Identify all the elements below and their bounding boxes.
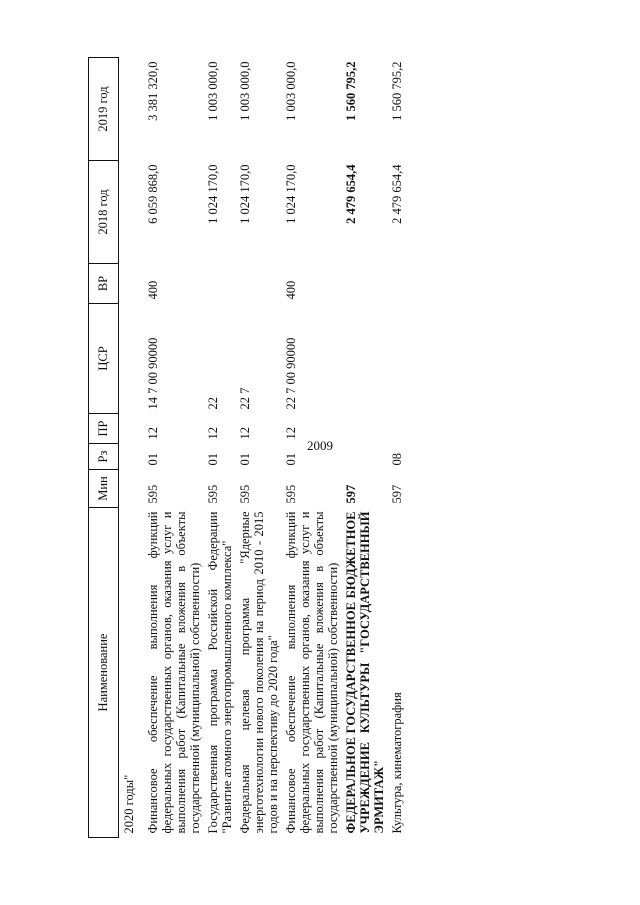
header-name: Наименование — [89, 508, 119, 838]
header-min: Мин — [89, 470, 119, 508]
row-name: Финансовое обеспечение выполнения функций федеральных государственных органов, оказания услуг и выполнения работ (Капитальные вложения в объекты государственной (муниципальной) собственности) — [284, 511, 340, 834]
row-2019: 1 003 000,0 — [238, 61, 252, 121]
row-2019 — [119, 58, 145, 161]
row-2019: 1 560 795,2 — [344, 61, 358, 121]
row-2018: 2 479 654,4 — [344, 164, 358, 224]
header-csr: ЦСР — [89, 304, 119, 414]
row-rz — [119, 444, 145, 470]
table-header-row — [89, 58, 119, 838]
row-vr: 400 — [146, 280, 160, 300]
row-rz: 01 — [238, 453, 252, 466]
row-csr: 14 7 00 90000 — [146, 337, 160, 410]
row-rz: 08 — [390, 453, 404, 466]
row-2018: 1 024 170,0 — [206, 164, 220, 224]
row-rz: 01 — [284, 453, 298, 466]
header-2019: 2019 год — [89, 58, 119, 161]
row-2019: 1 560 795,2 — [390, 61, 404, 121]
row-name: Культура, кинематография — [390, 692, 404, 834]
table-row — [342, 58, 388, 838]
header-rz: Рз — [89, 444, 119, 470]
row-name: Финансовое обеспечение выполнения функций федеральных государственных органов, оказания услуг и выполнения работ (Капитальные вложения в объекты государственной (муниципальной) собственности) — [146, 511, 202, 834]
row-csr — [119, 304, 145, 414]
row-2018: 1 024 170,0 — [284, 164, 298, 224]
budget-table — [88, 57, 406, 838]
row-pr: 12 — [238, 427, 252, 440]
row-name: Федеральная целевая программа "Ядерные энерготехнологии нового поколения на период 2010 - 2015 годов и на перспективу до 2020 года" — [238, 511, 280, 834]
table-row — [282, 58, 342, 838]
row-rz: 01 — [206, 453, 220, 466]
row-pr — [342, 414, 388, 444]
rotated-table-wrapper — [88, 58, 575, 838]
table-row — [119, 58, 145, 838]
row-csr: 22 7 — [238, 387, 252, 410]
row-csr: 22 7 00 90000 — [284, 337, 298, 410]
row-vr — [204, 264, 236, 304]
row-vr — [236, 264, 282, 304]
row-name: 2020 годы" — [122, 774, 136, 834]
table-row — [388, 58, 406, 838]
header-2018: 2018 год — [89, 161, 119, 264]
row-name: ФЕДЕРАЛЬНОЕ ГОСУДАРСТВЕННОЕ БЮДЖЕТНОЕ УЧРЕЖДЕНИЕ КУЛЬТУРЫ "ГОСУДАРСТВЕННЫЙ ЭРМИТАЖ" — [344, 511, 386, 834]
row-min: 597 — [390, 484, 404, 504]
row-min: 595 — [284, 484, 298, 504]
page-number: 2009 — [307, 438, 333, 453]
table-row — [236, 58, 282, 838]
row-2018: 1 024 170,0 — [238, 164, 252, 224]
row-csr — [342, 304, 388, 414]
row-pr — [119, 414, 145, 444]
row-csr: 22 — [206, 397, 220, 410]
row-vr — [342, 264, 388, 304]
row-pr: 12 — [206, 427, 220, 440]
row-2019: 3 381 320,0 — [146, 61, 160, 121]
row-2018: 6 059 868,0 — [146, 164, 160, 224]
header-pr: ПР — [89, 414, 119, 444]
table-row — [144, 58, 204, 838]
row-vr — [119, 264, 145, 304]
row-2019: 1 003 000,0 — [206, 61, 220, 121]
row-2018 — [119, 161, 145, 264]
row-vr: 400 — [284, 280, 298, 300]
row-2019: 1 003 000,0 — [284, 61, 298, 121]
row-2018: 2 479 654,4 — [390, 164, 404, 224]
row-name: Государственная программа Российской Федерации "Развитие атомного энергопромышленного комплекса" — [206, 511, 234, 834]
row-rz: 01 — [146, 453, 160, 466]
row-pr — [388, 414, 406, 444]
row-pr: 12 — [146, 427, 160, 440]
row-rz — [342, 444, 388, 470]
header-vr: ВР — [89, 264, 119, 304]
row-pr: 12 — [284, 427, 298, 440]
row-vr — [388, 264, 406, 304]
row-min: 595 — [238, 484, 252, 504]
row-min: 595 — [206, 484, 220, 504]
table-row — [204, 58, 236, 838]
row-min: 595 — [146, 484, 160, 504]
row-min — [119, 470, 145, 508]
row-csr — [388, 304, 406, 414]
row-min: 597 — [344, 484, 358, 504]
